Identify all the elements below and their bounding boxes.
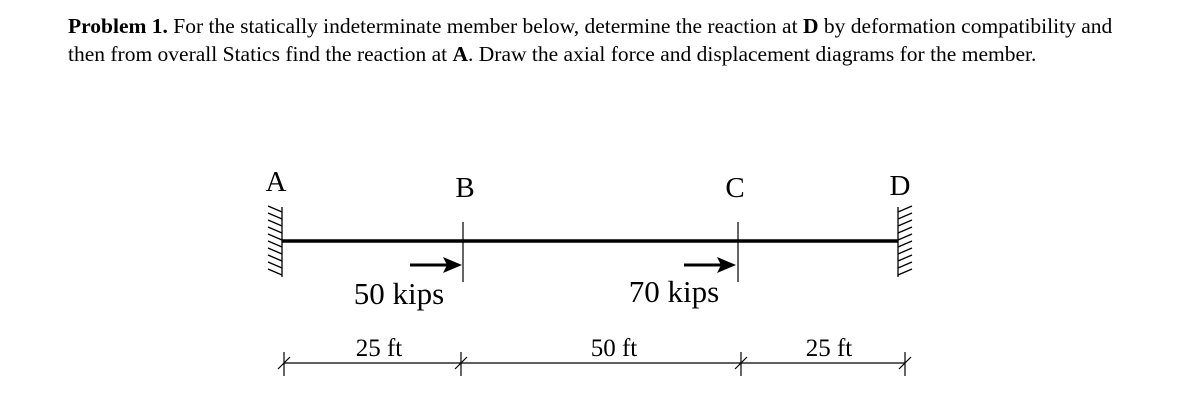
dimension-label-bc: 50 ft <box>590 335 638 362</box>
problem-text-2: by deformation compatibility and then from overall Statics find the reaction at <box>68 14 1113 66</box>
dimension-label-ab: 25 ft <box>355 335 403 362</box>
load-arrow-c <box>684 257 736 273</box>
problem-label: Problem 1. <box>68 14 168 38</box>
problem-text-1: For the statically indeterminate member below, determine the reaction at <box>173 14 798 38</box>
point-label-b: B <box>455 172 475 204</box>
load-label-c: 70 kips <box>628 274 720 309</box>
problem-point-d: D <box>802 14 819 38</box>
problem-point-a: A <box>452 42 469 66</box>
problem-text-3: . Draw the axial force and displacement diagrams for the member. <box>468 42 1037 66</box>
point-label-a: A <box>265 166 287 198</box>
point-label-d: D <box>889 170 911 202</box>
load-label-b: 50 kips <box>353 276 445 311</box>
dimension-label-cd: 25 ft <box>805 335 853 362</box>
fixed-support-d <box>898 206 912 277</box>
fixed-support-a <box>268 206 282 277</box>
point-label-c: C <box>725 172 745 204</box>
load-arrow-b <box>410 257 462 273</box>
